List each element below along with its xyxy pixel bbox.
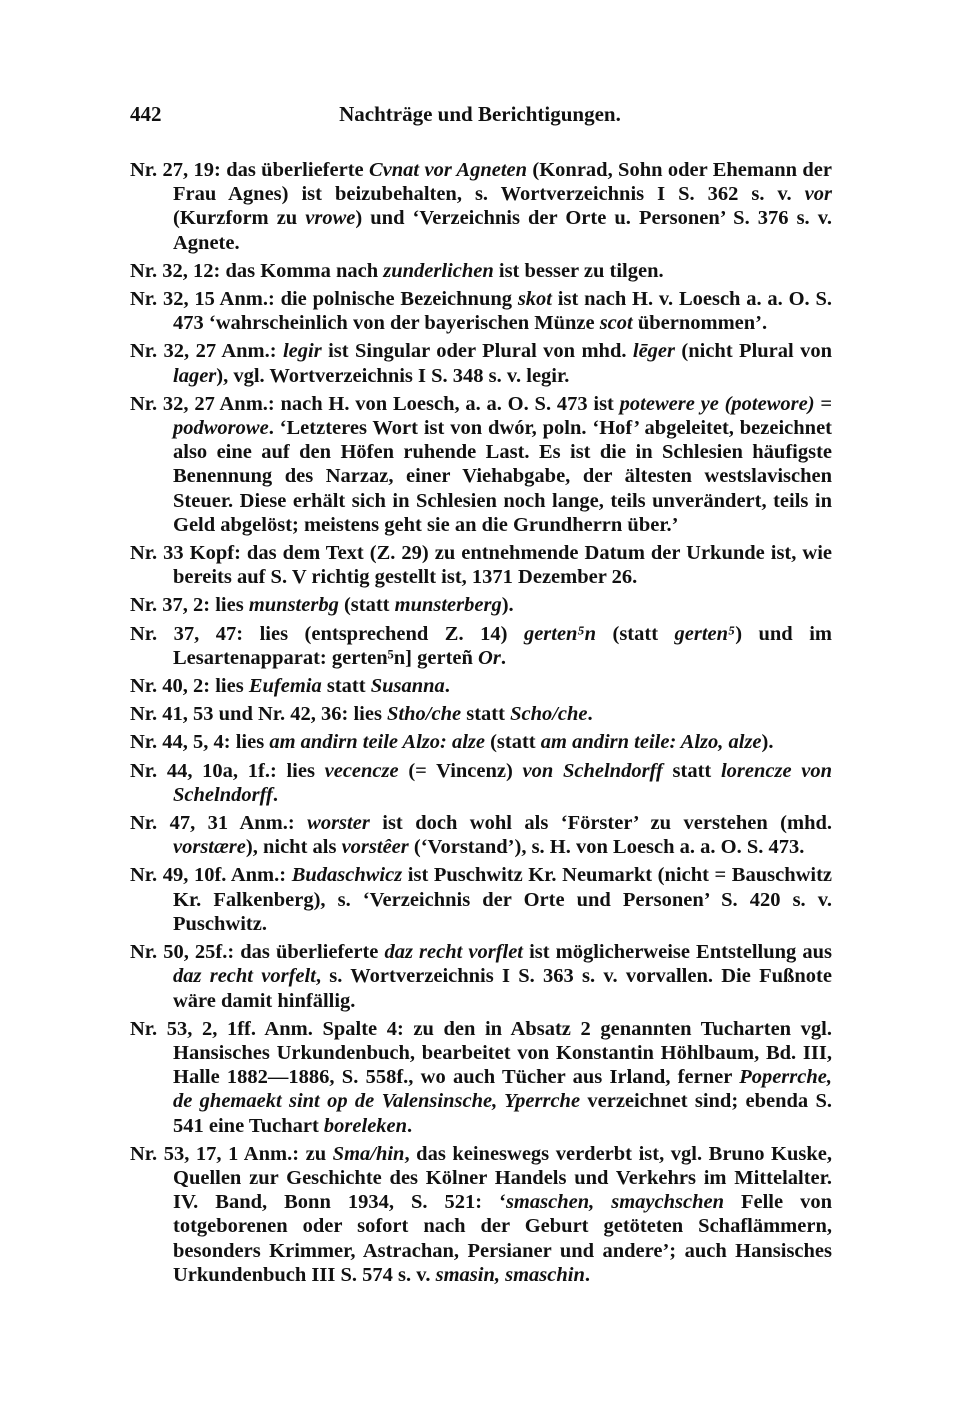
entry-reference: Nr. 53, 2, 1ff. Anm.	[130, 1017, 313, 1040]
cited-form: boreleken	[323, 1114, 408, 1137]
entry-text: lies	[276, 759, 325, 782]
entry-text: ), vgl. Wortverzeichnis I S. 348 s. v. legir.	[216, 364, 570, 387]
correction-entry	[130, 158, 832, 255]
correction-entry	[130, 541, 832, 589]
entry-text: Felle von totgeborenen oder sofort nach der Geburt getöteten Schaflämmern, besonders Krimmer, Astrachan, Persianer und andere’; auch Hansisches Urkundenbuch III S. 574 s. v.	[173, 1191, 833, 1286]
cited-form: skot	[517, 288, 552, 311]
cited-form: zunderlichen	[383, 259, 494, 282]
cited-form: daz recht vorfelt	[173, 965, 316, 988]
entry-text: ) und ‘Verzeichnis der Orte u. Personen’ S. 376 s. v. Agnete.	[173, 207, 832, 254]
entry-text: ist Puschwitz Kr. Neumarkt (nicht = Bauschwitz Kr. Falkenberg), s. ‘Verzeichnis der Orte und Personen’ S. 420 s. v. Puschwitz.	[173, 864, 833, 935]
entry-text: übernommen’.	[632, 312, 768, 335]
cited-form: Poperrche, de ghemaekt sint op de Valensinsche, Yperrche	[173, 1066, 832, 1113]
entry-text: lies	[210, 594, 249, 617]
entry-text: ist möglicherweise Entstellung aus	[523, 941, 832, 964]
entry-reference: Nr. 37, 47:	[130, 622, 244, 645]
entry-text: das überlieferte	[234, 941, 385, 964]
cited-form: daz recht vorflet	[384, 941, 523, 964]
cited-form: Stho/che	[387, 703, 462, 726]
cited-form: gerten⁵n	[523, 622, 596, 645]
entry-reference: Nr. 50, 25f.:	[130, 941, 235, 964]
running-title: Nachträge und Berichtigungen.	[339, 102, 621, 126]
entry-reference: Nr. 32, 27 Anm.:	[130, 392, 275, 415]
entry-reference: Nr. 33 Kopf:	[130, 542, 241, 565]
entry-text: (statt	[338, 594, 395, 617]
entry-text: lies	[210, 675, 249, 698]
correction-entry	[130, 759, 832, 807]
cited-form: legir	[282, 340, 322, 363]
entry-reference: Nr. 44, 10a, 1f.:	[130, 759, 277, 782]
entry-text: das Komma nach	[220, 259, 384, 282]
cited-form: von Schelndorff	[522, 759, 663, 782]
entry-text: (statt	[596, 622, 675, 645]
cited-form: Scho/che	[510, 703, 588, 726]
cited-form: vorstære	[173, 836, 246, 859]
correction-entry	[130, 392, 832, 537]
entry-text: (Kurzform zu	[173, 207, 306, 230]
cited-form: Budaschwicz	[291, 864, 403, 887]
correction-entry	[130, 730, 832, 754]
entry-text: , s. Wortverzeichnis I S. 363 s. v. vorvallen. Die Fußnote wäre damit hinfällig.	[173, 965, 832, 1012]
correction-entry	[130, 702, 832, 726]
entry-reference: Nr. 40, 2:	[130, 675, 211, 698]
cited-form: vrowe	[305, 207, 356, 230]
entry-text: (‘Vorstand’), s. H. von Loesch a. a. O. S. 473.	[408, 836, 805, 859]
correction-entry	[130, 863, 832, 936]
entry-text: .	[584, 1263, 590, 1286]
corrections-list	[130, 158, 832, 1291]
cited-form: worster	[307, 812, 370, 835]
entry-text: ).	[761, 731, 774, 754]
entry-text: statt	[662, 759, 721, 782]
correction-entry	[130, 1017, 832, 1138]
page-header	[0, 102, 960, 138]
cited-form: Cvnat vor Agneten	[369, 159, 528, 181]
cited-form: lager	[173, 364, 217, 387]
correction-entry	[130, 622, 832, 670]
entry-text: , das keineswegs verderbt ist, vgl. Bruno Kuske, Quellen zur Geschichte des Kölner Handels und Verkehrs im Mittelalter. IV. Band, Bonn 1934, S. 521: ‘	[173, 1142, 833, 1214]
cited-form: munsterberg	[394, 594, 502, 617]
entry-text: .	[444, 675, 450, 698]
entry-text: Spalte 4: zu den in Absatz 2 genannten Tucharten vgl. Hansisches Urkundenbuch, bearbeitet von Konstantin Höhlbaum, Bd. III, Halle 1882—1886, S. 558f., wo auch Tücher aus Irland, ferner	[173, 1017, 832, 1089]
cited-form: munsterbg	[248, 594, 339, 617]
correction-entry	[130, 339, 832, 387]
entry-text: das dem Text (Z. 29) zu entnehmende Datum der Urkunde ist, wie bereits auf S. V richtig gestellt ist, 1371 Dezember 26.	[173, 542, 832, 589]
entry-text: statt	[321, 675, 371, 698]
correction-entry	[130, 593, 832, 617]
entry-text: ), nicht als	[245, 836, 342, 859]
cited-form: am andirn teile: Alzo, alze	[540, 731, 762, 754]
correction-entry	[130, 1142, 832, 1287]
entry-text: lies (entsprechend Z. 14)	[243, 622, 524, 645]
correction-entry	[130, 259, 832, 283]
cited-form: lēger	[632, 340, 675, 363]
entry-text: die polnische Bezeichnung	[274, 288, 518, 311]
entry-text	[295, 812, 307, 834]
entry-text: (statt	[484, 731, 541, 754]
cited-form: Or	[478, 646, 501, 669]
entry-text: statt	[461, 703, 511, 726]
cited-form: vorstêer	[341, 836, 409, 859]
entry-text: das überlieferte	[220, 159, 369, 181]
correction-entry	[130, 287, 832, 335]
entry-text: lies	[348, 703, 388, 726]
entry-text: zu	[299, 1142, 333, 1165]
entry-text: .	[272, 783, 278, 806]
entry-reference: Nr. 53, 17, 1 Anm.:	[130, 1142, 300, 1165]
entry-text: .	[587, 703, 593, 726]
entry-text: ) und im Lesartenapparat: gerten⁵n] gerteñ	[173, 622, 832, 669]
cited-form: vor	[804, 183, 832, 206]
cited-form: lorencze von Schelndorff	[173, 759, 832, 806]
entry-text: ist besser zu tilgen.	[493, 259, 664, 282]
entry-reference: Nr. 47, 31 Anm.:	[130, 812, 295, 835]
cited-form: am andirn teile Alzo: alze	[269, 731, 485, 754]
cited-form: potewere ye (potewore) = podworowe	[173, 392, 832, 440]
entry-reference: Nr. 41, 53 und Nr. 42, 36:	[130, 703, 349, 726]
entry-text: nach H. von Loesch, a. a. O. S. 473 ist	[274, 392, 620, 415]
entry-text: ).	[501, 594, 514, 617]
entry-text: .	[407, 1114, 413, 1137]
correction-entry	[130, 940, 832, 1013]
cited-form: vecencze	[324, 759, 399, 782]
entry-reference: Nr. 32, 15 Anm.:	[130, 288, 275, 311]
entry-reference: Nr. 32, 12:	[130, 259, 221, 282]
entry-text: ist doch wohl als ‘Förster’ zu verstehen (mhd.	[369, 812, 833, 835]
page-number: 442	[130, 102, 162, 126]
entry-text: ist Singular oder Plural von mhd.	[321, 340, 633, 363]
entry-text: .	[500, 646, 506, 669]
entry-text: lies	[230, 731, 270, 754]
entry-reference: Nr. 27, 19:	[130, 159, 221, 181]
cited-form: smaschen, smaychschen	[505, 1191, 724, 1214]
entry-text: (nicht Plural von	[675, 340, 833, 363]
cited-form: Sma/hin	[332, 1142, 405, 1165]
entry-text: (= Vincenz)	[398, 759, 523, 782]
cited-form: smasin, smaschin	[435, 1263, 585, 1286]
entry-text: verzeichnet sind; ebenda S. 541 eine Tuchart	[173, 1090, 832, 1137]
correction-entry	[130, 674, 832, 698]
cited-form: gerten⁵	[674, 622, 736, 645]
correction-entry	[130, 811, 832, 859]
entry-text: (Konrad, Sohn oder Ehemann der Frau Agnes) ist beizubehalten, s. Wortverzeichnis I S. 362 s. v.	[173, 159, 832, 206]
cited-form: Eufemia	[248, 675, 322, 698]
entry-reference: Nr. 32, 27 Anm.:	[130, 340, 277, 363]
entry-reference: Nr. 44, 5, 4:	[130, 731, 231, 754]
entry-text: . ‘Letzteres Wort ist von dwór, poln. ‘Hof’ abgeleitet, bezeichnet also eine auf den Höfen ruhende Last. Es ist die in Schlesien häufigste Benennung des Narzaz, einer Viehabgabe, der ältesten westslavischen Steuer. Diese erhält sich in Schlesien noch lange, teils unverändert, teils in Geld abgelöst; meistens geht sie an die Grundherrn über.’	[173, 417, 832, 536]
entry-text: ist nach H. v. Loesch a. a. O. S. 473 ‘wahrscheinlich von der bayerischen Münze	[173, 288, 833, 335]
cited-form: scot	[599, 312, 633, 335]
entry-reference: Nr. 49, 10f. Anm.:	[130, 864, 287, 887]
cited-form: Susanna	[370, 675, 445, 698]
entry-reference: Nr. 37, 2:	[130, 594, 211, 617]
